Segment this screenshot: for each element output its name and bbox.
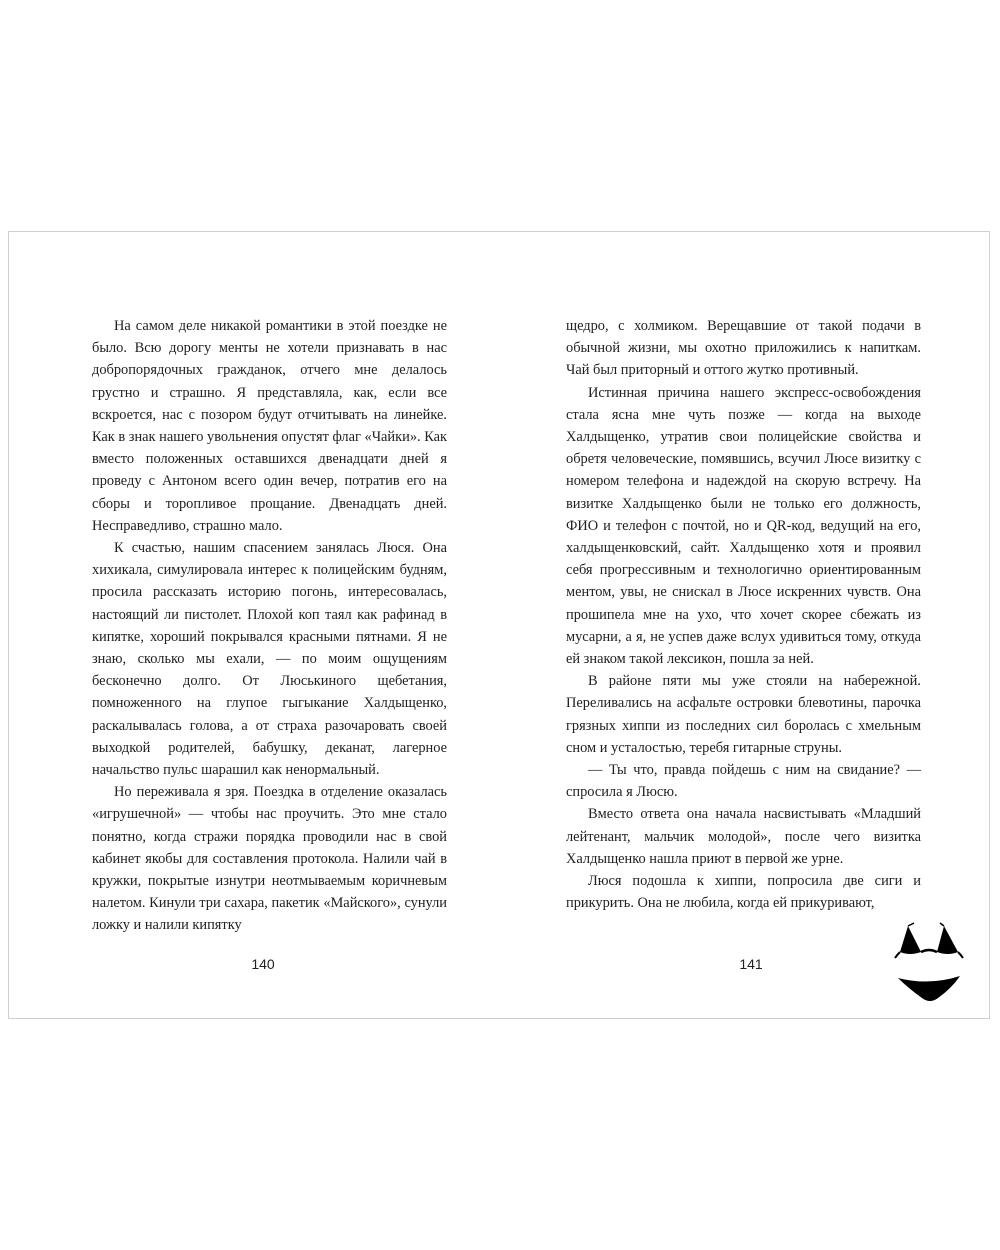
- left-paragraph-2: К счастью, нашим спасением занялась Люся. Она хихикала, симулировала интерес к полицейским будням, просила рассказать историю погонь, интересовалась, настоящий ли пистолет. Плохой коп таял как рафинад в кипятке, хороший покрывался красными пятнами. Я не знаю, сколько мы ехали, — по моим ощущениям бесконечно долго. От Люськиного щебетания, помноженного на глупое гыгыкание Халдыщенко, раскалывалась голова, а от страха разочаровать своей выходкой родителей, бабушку, деканат, лагерное начальство пульс шарашил как ненормальный.: [92, 540, 447, 779]
- left-page-text: [92, 315, 447, 937]
- left-page-number: 140: [251, 956, 275, 972]
- right-paragraph-1: щедро, с холмиком. Верещавшие от такой подачи в обычной жизни, мы охотно приложились к напиткам. Чай был приторный и оттого жутко противный.: [566, 318, 921, 379]
- right-paragraph-6: Люся подошла к хиппи, попросила две сиги и прикурить. Она не любила, когда ей прикуривают,: [566, 873, 921, 912]
- right-page-number: 141: [739, 956, 763, 972]
- left-paragraph-1: На самом деле никакой романтики в этой поездке не было. Всю дорогу менты не хотели признавать в нас добропорядочных гражданок, отчего мне делалось грустно и страшно. Я представляла, как, если все вскроется, нас с позором будут отчитывать на линейке. Как в знак нашего увольнения опустят флаг «Чайки». Как вместо положенных оставшихся двенадцати дней я проведу с Антоном всего один вечер, потратив его на сборы и торопливое прощание. Двенадцать дней. Несправедливо, страшно мало.: [92, 318, 448, 534]
- right-paragraph-4: — Ты что, правда пойдешь с ним на свидание? — спросила я Люсю.: [566, 762, 921, 801]
- bikini-icon: [894, 922, 964, 1017]
- right-paragraph-5: Вместо ответа она начала насвистывать «Младший лейтенант, мальчик молодой», после чего визитка Халдыщенко нашла приют в первой же урне.: [566, 806, 921, 867]
- right-page-text: [566, 315, 921, 914]
- right-paragraph-3: В районе пяти мы уже стояли на набережной. Переливались на асфальте островки блевотины, парочка грязных хиппи из последних сил боролась с хмельным сном и усталостью, теребя гитарные струны.: [566, 673, 921, 756]
- left-paragraph-3: Но переживала я зря. Поездка в отделение оказалась «игрушечной» — чтобы нас проучить. Это мне стало понятно, когда стражи порядка проводили нас в свой кабинет якобы для составления протокола. Налили чай в кружки, покрытые изнутри неотмываемым коричневым налетом. Кинули три сахара, пакетик «Майского», сунули ложку и налили кипятку: [92, 784, 447, 934]
- right-paragraph-2: Истинная причина нашего экспресс-освобождения стала ясна мне чуть позже — когда на выходе Халдыщенко, утратив свои полицейские свойства и обретя человеческие, помявшись, всучил Люсе визитку с номером телефона и надеждой на скорую встречу. На визитке Халдыщенко были не только его должность, ФИО и телефон с почтой, но и QR-код, ведущий на его, халдыщенковский, сайт. Халдыщенко хотя и проявил себя прогрессивным и технологично ориентированным ментом, увы, не снискал в Люсе искренних чувств. Она прошипела мне на ухо, что хочет скорее сбежать из мусарни, а я, не успев даже вслух удивиться тому, откуда ей знаком такой лексикон, пошла за ней.: [566, 384, 921, 668]
- book-spread: [8, 231, 990, 1019]
